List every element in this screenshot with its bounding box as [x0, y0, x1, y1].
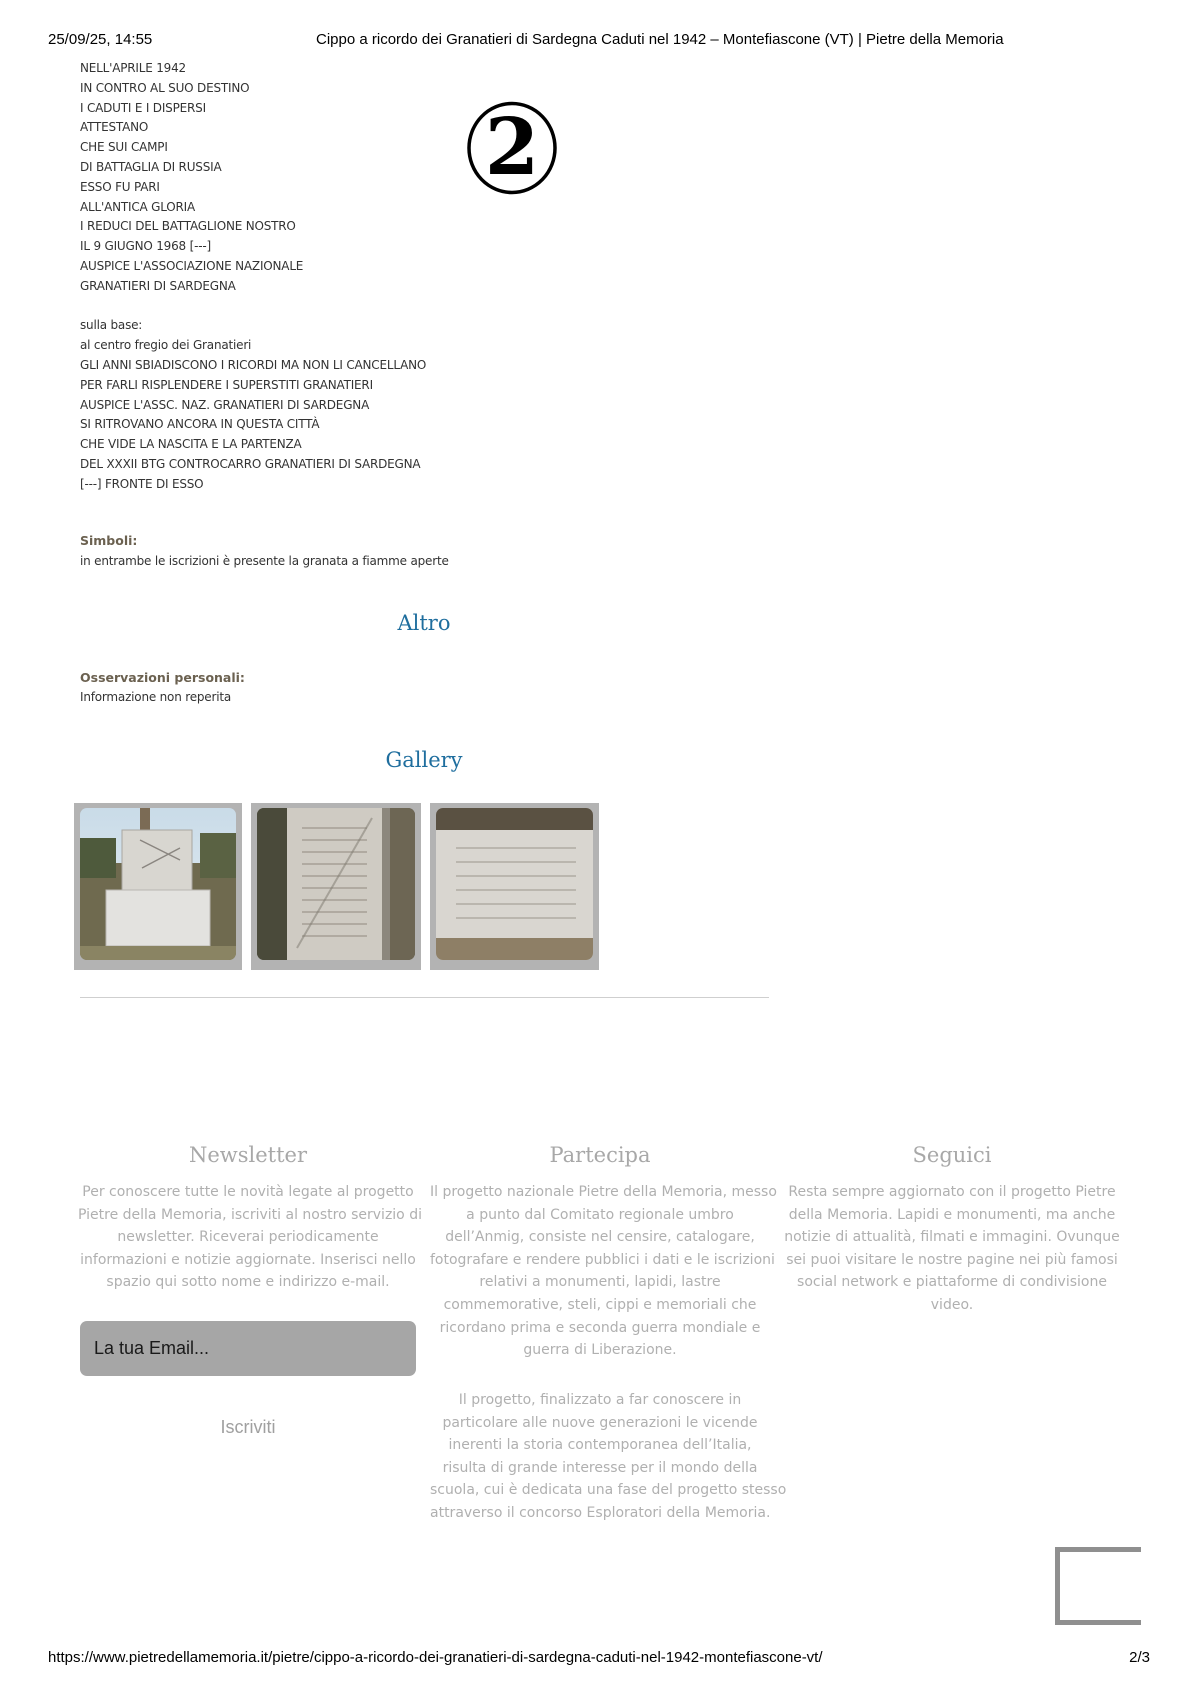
inscription-line: GLI ANNI SBIADISCONO I RICORDI MA NON LI CANCELLANO [80, 357, 427, 372]
inscription-line: GRANATIERI DI SARDEGNA [80, 278, 236, 293]
footer-title-newsletter: Newsletter [188, 1143, 308, 1167]
text-line: Per conoscere tutte le novità legate al progetto [82, 1184, 414, 1200]
newsletter-email-input[interactable] [80, 1321, 416, 1376]
text-line: informazioni e notizie aggiornate. Inserisci nello [80, 1251, 416, 1268]
gallery-thumbnail[interactable] [251, 803, 421, 970]
inscription-line: SI RITROVANO ANCORA IN QUESTA CITTÀ [80, 417, 320, 432]
text-line: sei puoi visitare le nostre pagine nei più famosi [786, 1251, 1118, 1268]
print-header-title: Cippo a ricordo dei Granatieri di Sardegna Caduti nel 1942 – Montefiascone (VT) | Pietre della Memoria [316, 31, 1004, 48]
print-header-datetime: 25/09/25, 14:55 [48, 31, 153, 48]
subscribe-button[interactable]: Iscriviti [188, 1414, 308, 1440]
circled-number-badge [467, 101, 557, 195]
inscription-line: DI BATTAGLIA DI RUSSIA [80, 159, 222, 174]
text-line: notizie di attualità, filmati e immagini. Ovunque [784, 1229, 1120, 1246]
back-to-top-button[interactable] [1055, 1547, 1141, 1625]
inscription-line: al centro fregio dei Granatieri [80, 338, 252, 353]
content-divider [80, 997, 769, 998]
inscription-line: [---] FRONTE DI ESSO [80, 476, 204, 491]
text-line: video. [930, 1296, 974, 1313]
inscription-line: NELL'APRILE 1942 [80, 61, 186, 75]
inscription-line: AUSPICE L'ASSOCIAZIONE NAZIONALE [80, 258, 304, 273]
inscription-line: IL 9 GIUGNO 1968 [---] [80, 239, 211, 254]
personal-notes-label: Osservazioni personali: [80, 670, 245, 685]
inscription-line: CHE SUI CAMPI [80, 140, 168, 155]
symbols-text: in entrambe le iscrizioni è presente la granata a fiamme aperte [80, 554, 449, 568]
partecipa-paragraph-2 [430, 1389, 787, 1525]
text-line: relativi a monumenti, lapidi, lastre [479, 1274, 721, 1291]
gallery-photo [436, 808, 593, 960]
inscription-line: ATTESTANO [80, 120, 149, 135]
text-line: spazio qui sotto nome e indirizzo e-mail. [106, 1274, 390, 1291]
gallery-photo [257, 808, 415, 960]
inscription-line: PER FARLI RISPLENDERE I SUPERSTITI GRANATIERI [80, 377, 373, 392]
inscription-line: IN CONTRO AL SUO DESTINO [80, 80, 250, 95]
text-line: Il progetto nazionale Pietre della Memoria, messo [430, 1184, 777, 1200]
partecipa-paragraph-1 [430, 1181, 777, 1362]
print-footer-url: https://www.pietredellamemoria.it/pietre/cippo-a-ricordo-dei-granatieri-di-sardegna-caduti-nel-1942-montefiascone-vt/ [48, 1649, 823, 1666]
inscription-text [80, 59, 426, 495]
inscription-line: AUSPICE L'ASSC. NAZ. GRANATIERI DI SARDEGNA [80, 397, 370, 412]
text-line: Pietre della Memoria, iscriviti al nostro servizio di [78, 1206, 422, 1223]
text-line: risulta di grande interesse per il mondo della [442, 1459, 758, 1476]
symbols-label: Simboli: [80, 533, 138, 548]
inscription-line: I CADUTI E I DISPERSI [80, 100, 206, 115]
text-line: inerenti la storia contemporanea dell’Italia, [448, 1437, 752, 1454]
footer-title-seguici: Seguici [912, 1143, 992, 1167]
text-line: guerra di Liberazione. [523, 1342, 677, 1359]
section-title-gallery: Gallery [385, 748, 463, 772]
text-line: attraverso il concorso Esploratori della Memoria. [430, 1504, 771, 1521]
badge-number: 2 [484, 102, 540, 193]
newsletter-description [78, 1181, 422, 1294]
text-line: fotografare e rendere pubblici i dati e le iscrizioni [430, 1251, 775, 1268]
text-line: commemorative, steli, cippi e memoriali che [443, 1296, 757, 1313]
text-line: dell’Anmig, consiste nel censire, catalogare, [445, 1229, 755, 1246]
inscription-gap [80, 297, 426, 317]
section-title-altro: Altro [397, 611, 451, 635]
text-line: Resta sempre aggiornato con il progetto Pietre [788, 1184, 1116, 1200]
seguici-description [782, 1181, 1122, 1317]
inscription-line: CHE VIDE LA NASCITA E LA PARTENZA [80, 437, 302, 452]
inscription-line: I REDUCI DEL BATTAGLIONE NOSTRO [80, 219, 296, 234]
personal-notes-text: Informazione non reperita [80, 690, 232, 704]
text-line: a punto dal Comitato regionale umbro [466, 1206, 734, 1223]
gallery-photo [80, 808, 236, 960]
footer-title-partecipa: Partecipa [549, 1143, 651, 1167]
inscription-line: DEL XXXII BTG CONTROCARRO GRANATIERI DI SARDEGNA [80, 456, 421, 471]
text-line: social network e piattaforme di condivisione [797, 1274, 1107, 1291]
text-line: Il progetto, finalizzato a far conoscere in [458, 1392, 742, 1408]
text-line: della Memoria. Lapidi e monumenti, ma anche [788, 1206, 1116, 1223]
gallery-thumbnail[interactable] [74, 803, 242, 970]
text-line: particolare alle nuove generazioni le vicende [442, 1414, 758, 1431]
inscription-line: ALL'ANTICA GLORIA [80, 199, 196, 214]
gallery-thumbnail[interactable] [430, 803, 599, 970]
text-line: scuola, cui è dedicata una fase del progetto stesso [430, 1482, 787, 1499]
text-line: ricordano prima e seconda guerra mondiale e [439, 1319, 761, 1336]
inscription-line: ESSO FU PARI [80, 179, 160, 194]
inscription-line: sulla base: [80, 318, 143, 333]
text-line: newsletter. Riceverai periodicamente [117, 1229, 379, 1246]
print-footer-page-number: 2/3 [1129, 1649, 1150, 1666]
